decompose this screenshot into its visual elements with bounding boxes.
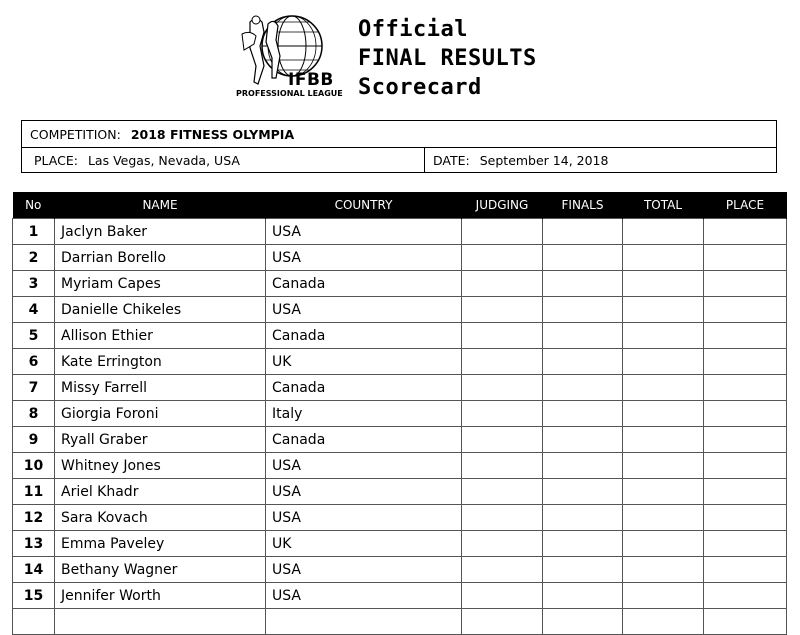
empty-cell — [543, 609, 623, 635]
judging-score-cell — [462, 583, 543, 609]
judging-score-cell — [462, 271, 543, 297]
finals-score-cell — [543, 583, 623, 609]
finals-score-cell — [543, 505, 623, 531]
table-row — [13, 609, 787, 635]
logo-ifbb-text: IFBB — [288, 70, 334, 90]
place-cell — [704, 219, 787, 245]
competitor-number: 11 — [13, 479, 55, 505]
table-row — [13, 557, 787, 583]
finals-score-cell — [543, 453, 623, 479]
logo-subtitle: PROFESSIONAL LEAGUE — [236, 89, 343, 98]
document-title — [358, 15, 537, 102]
date-label: DATE: — [433, 152, 470, 168]
finals-score-cell — [543, 349, 623, 375]
judging-score-cell — [462, 557, 543, 583]
competitor-name: Ariel Khadr — [55, 479, 266, 505]
competitor-name: Missy Farrell — [55, 375, 266, 401]
judging-score-cell — [462, 245, 543, 271]
finals-score-cell — [543, 297, 623, 323]
table-row — [13, 583, 787, 609]
total-score-cell — [623, 583, 704, 609]
finals-score-cell — [543, 401, 623, 427]
title-line-2: FINAL RESULTS — [358, 46, 537, 71]
competitor-name: Allison Ethier — [55, 323, 266, 349]
table-row — [13, 349, 787, 375]
table-header-row — [13, 192, 787, 219]
competitor-name: Giorgia Foroni — [55, 401, 266, 427]
table-row — [13, 271, 787, 297]
finals-score-cell — [543, 245, 623, 271]
competitor-country: UK — [266, 531, 462, 557]
competitor-number: 5 — [13, 323, 55, 349]
table-row — [13, 297, 787, 323]
results-table-body — [13, 219, 787, 635]
finals-score-cell — [543, 557, 623, 583]
judging-score-cell — [462, 219, 543, 245]
total-score-cell — [623, 297, 704, 323]
column-header-finals: FINALS — [543, 192, 623, 219]
competitor-country: Canada — [266, 323, 462, 349]
total-score-cell — [623, 271, 704, 297]
judging-score-cell — [462, 297, 543, 323]
total-score-cell — [623, 557, 704, 583]
judging-score-cell — [462, 453, 543, 479]
finals-score-cell — [543, 271, 623, 297]
place-cell — [22, 148, 425, 172]
competitor-country: USA — [266, 505, 462, 531]
place-cell — [704, 401, 787, 427]
column-header-no: No — [13, 192, 55, 219]
empty-cell — [55, 609, 266, 635]
column-header-judging: JUDGING — [462, 192, 543, 219]
empty-cell — [623, 609, 704, 635]
place-cell — [704, 453, 787, 479]
title-line-3: Scorecard — [358, 75, 482, 100]
competitor-country: Canada — [266, 427, 462, 453]
total-score-cell — [623, 505, 704, 531]
competition-row — [22, 121, 776, 148]
competitor-name: Ryall Graber — [55, 427, 266, 453]
competitor-name: Whitney Jones — [55, 453, 266, 479]
place-cell — [704, 245, 787, 271]
competitor-country: USA — [266, 479, 462, 505]
judging-score-cell — [462, 505, 543, 531]
competitor-name: Myriam Capes — [55, 271, 266, 297]
empty-cell — [13, 609, 55, 635]
place-cell — [704, 505, 787, 531]
place-date-row — [22, 148, 776, 172]
competitor-country: Canada — [266, 375, 462, 401]
competitor-name: Emma Paveley — [55, 531, 266, 557]
competitor-number: 12 — [13, 505, 55, 531]
competitor-country: USA — [266, 453, 462, 479]
judging-score-cell — [462, 323, 543, 349]
competitor-name: Jennifer Worth — [55, 583, 266, 609]
competition-value: 2018 FITNESS OLYMPIA — [130, 126, 295, 142]
finals-score-cell — [543, 323, 623, 349]
place-cell — [704, 323, 787, 349]
competitor-number: 6 — [13, 349, 55, 375]
competitor-name: Sara Kovach — [55, 505, 266, 531]
table-row — [13, 505, 787, 531]
finals-score-cell — [543, 479, 623, 505]
finals-score-cell — [543, 375, 623, 401]
competitor-number: 8 — [13, 401, 55, 427]
place-cell — [704, 297, 787, 323]
table-row — [13, 375, 787, 401]
competitor-name: Darrian Borello — [55, 245, 266, 271]
competitor-number: 2 — [13, 245, 55, 271]
finals-score-cell — [543, 427, 623, 453]
place-cell — [704, 271, 787, 297]
competitor-country: USA — [266, 297, 462, 323]
table-row — [13, 401, 787, 427]
results-table — [12, 192, 787, 635]
title-line-1: Official — [358, 17, 468, 42]
competitor-name: Bethany Wagner — [55, 557, 266, 583]
competitor-number: 13 — [13, 531, 55, 557]
judging-score-cell — [462, 479, 543, 505]
place-cell — [704, 557, 787, 583]
table-row — [13, 453, 787, 479]
competition-label: COMPETITION: — [30, 126, 121, 142]
total-score-cell — [623, 531, 704, 557]
judging-score-cell — [462, 531, 543, 557]
ifbb-logo — [232, 14, 348, 98]
table-row — [13, 531, 787, 557]
competitor-number: 3 — [13, 271, 55, 297]
table-row — [13, 245, 787, 271]
empty-cell — [704, 609, 787, 635]
place-cell — [704, 479, 787, 505]
total-score-cell — [623, 427, 704, 453]
competitor-country: UK — [266, 349, 462, 375]
competitor-number: 7 — [13, 375, 55, 401]
competitor-number: 9 — [13, 427, 55, 453]
place-cell — [704, 427, 787, 453]
column-header-name: NAME — [55, 192, 266, 219]
competitor-country: USA — [266, 245, 462, 271]
date-cell — [425, 148, 776, 172]
place-cell — [704, 583, 787, 609]
finals-score-cell — [543, 219, 623, 245]
competitor-number: 1 — [13, 219, 55, 245]
competitor-country: USA — [266, 557, 462, 583]
document-header — [232, 14, 572, 100]
competitor-number: 4 — [13, 297, 55, 323]
competitor-country: Canada — [266, 271, 462, 297]
total-score-cell — [623, 479, 704, 505]
table-row — [13, 323, 787, 349]
column-header-country: COUNTRY — [266, 192, 462, 219]
judging-score-cell — [462, 349, 543, 375]
competitor-country: USA — [266, 583, 462, 609]
place-cell — [704, 531, 787, 557]
competitor-number: 10 — [13, 453, 55, 479]
total-score-cell — [623, 453, 704, 479]
competitor-name: Kate Errington — [55, 349, 266, 375]
judging-score-cell — [462, 401, 543, 427]
competitor-country: USA — [266, 219, 462, 245]
total-score-cell — [623, 323, 704, 349]
empty-cell — [266, 609, 462, 635]
total-score-cell — [623, 245, 704, 271]
table-row — [13, 479, 787, 505]
empty-cell — [462, 609, 543, 635]
competitor-country: Italy — [266, 401, 462, 427]
date-value: September 14, 2018 — [479, 152, 609, 168]
column-header-total: TOTAL — [623, 192, 704, 219]
total-score-cell — [623, 401, 704, 427]
table-row — [13, 427, 787, 453]
table-row — [13, 219, 787, 245]
place-cell — [704, 375, 787, 401]
competitor-number: 15 — [13, 583, 55, 609]
place-cell — [704, 349, 787, 375]
competitor-name: Danielle Chikeles — [55, 297, 266, 323]
place-label: PLACE: — [34, 152, 78, 168]
competitor-name: Jaclyn Baker — [55, 219, 266, 245]
competitor-number: 14 — [13, 557, 55, 583]
total-score-cell — [623, 219, 704, 245]
total-score-cell — [623, 375, 704, 401]
place-value: Las Vegas, Nevada, USA — [87, 152, 240, 168]
judging-score-cell — [462, 427, 543, 453]
column-header-place: PLACE — [704, 192, 787, 219]
finals-score-cell — [543, 531, 623, 557]
competition-info-box — [21, 120, 777, 173]
total-score-cell — [623, 349, 704, 375]
judging-score-cell — [462, 375, 543, 401]
